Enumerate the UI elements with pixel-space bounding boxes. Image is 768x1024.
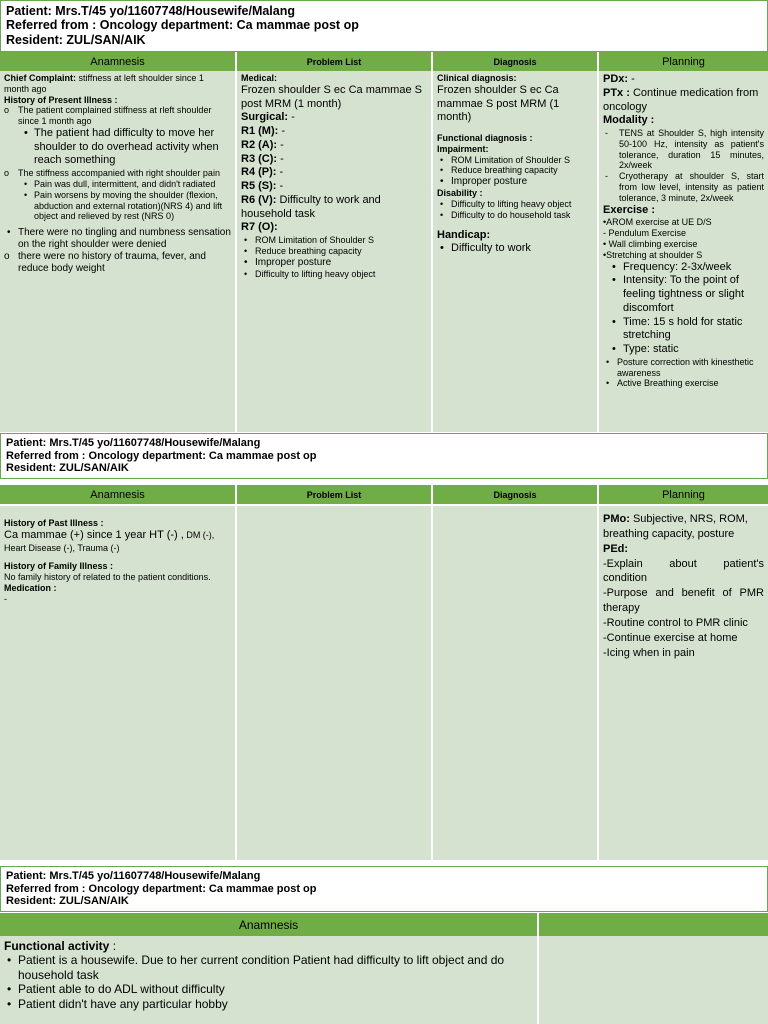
patient-line: Patient: Mrs.T/45 yo/11607748/Housewife/Malang bbox=[6, 4, 296, 18]
list-item: • Frequency: 2-3x/week bbox=[609, 261, 764, 275]
referral-line: Referred from : Oncology department: Ca mammae post op bbox=[6, 18, 359, 33]
patient-line: Patient: Mrs.T/45 yo/11607748/Housewife/Malang bbox=[6, 870, 261, 882]
soap-table-3 bbox=[0, 913, 768, 1024]
list-item: o The stiffness accompanied with right shoulder pain bbox=[4, 168, 231, 179]
list-item: • Active Breathing exercise bbox=[603, 378, 764, 389]
list-item: • Wall climbing exercise bbox=[603, 238, 698, 249]
list-item: • Patient able to do ADL without difficulty bbox=[4, 982, 533, 996]
list-item: • Time: 15 s hold for static stretching bbox=[609, 316, 764, 344]
empty-cell bbox=[539, 936, 768, 1024]
resident-line: Resident: ZUL/SAN/AIK bbox=[6, 895, 129, 908]
list-item: - Pendulum Exercise bbox=[603, 228, 687, 239]
soap-table-1 bbox=[0, 52, 768, 432]
problem-list-cell: Medical: Frozen shoulder S ec Ca mammae S post MRM (1 month) Surgical: - R1 (M): - R2 (A): - R3 (C): - R4 (P): - R5 (S): - R6 (V): Difficulty to work and household task R7 (O): • ROM Limitation of Shoulder S • Reduce breathing capacity • Improper posture • Difficulty to lifting heavy object bbox=[237, 71, 433, 432]
resident-line: Resident: ZUL/SAN/AIK bbox=[6, 462, 129, 475]
list-item: • Reduce breathing capacity bbox=[437, 165, 593, 176]
resident-line: Resident: ZUL/SAN/AIK bbox=[6, 32, 146, 47]
list-item: • Intensity: To the point of feeling tightness or slight discomfort bbox=[609, 274, 764, 315]
header-problem-list: Problem List bbox=[237, 485, 433, 504]
header-empty bbox=[539, 913, 768, 936]
list-item: -Routine control to PMR clinic bbox=[603, 616, 748, 629]
list-item: • Improper posture bbox=[241, 257, 427, 269]
header-problem-list: Problem List bbox=[237, 52, 433, 71]
list-item: • ROM Limitation of Shoulder S bbox=[241, 235, 427, 246]
list-item: •AROM exercise at UE D/S bbox=[603, 217, 712, 228]
patient-info-box bbox=[0, 433, 768, 479]
diagnosis-cell: Clinical diagnosis: Frozen shoulder S ec Ca mammae S post MRM (1 month) Functional diagnosis : Impairment: • ROM Limitation of Shoulder S • Reduce breathing capacity • Improper posture Disability : • Difficulty to lifting heavy object • Difficulty to do household task Handicap: • Difficulty to work bbox=[433, 71, 599, 432]
list-item: • Type: static bbox=[609, 343, 764, 357]
list-item: • Patient is a housewife. Due to her current condition Patient had difficulty to lift object and do household task bbox=[4, 953, 533, 982]
problem-list-cell bbox=[237, 506, 433, 860]
header-planning: Planning bbox=[599, 485, 768, 504]
list-item: • Difficulty to lifting heavy object bbox=[241, 269, 427, 280]
header-diagnosis: Diagnosis bbox=[433, 485, 599, 504]
list-item: -Purpose and benefit of PMR therapy bbox=[603, 587, 764, 615]
header-planning: Planning bbox=[599, 52, 768, 71]
list-item: • There were no tingling and numbness sensation on the right shoulder were denied bbox=[4, 227, 231, 251]
soap-table-2 bbox=[0, 485, 768, 860]
list-item: • Difficulty to lifting heavy object bbox=[437, 199, 593, 210]
list-item: -Icing when in pain bbox=[603, 646, 695, 659]
referral-line: Referred from : Oncology department: Ca mammae post op bbox=[6, 882, 317, 895]
list-item: • Difficulty to do household task bbox=[437, 210, 593, 221]
diagnosis-cell bbox=[433, 506, 599, 860]
list-item: • Patient didn't have any particular hobby bbox=[4, 997, 533, 1011]
list-item: - TENS at Shoulder S, high intensity 50-100 Hz, intensity as patient's tolerance, duration 15 minutes, 2x/week bbox=[603, 128, 764, 171]
patient-line: Patient: Mrs.T/45 yo/11607748/Housewife/Malang bbox=[6, 437, 261, 449]
list-item: • ROM Limitation of Shoulder S bbox=[437, 155, 593, 166]
header-anamnesis: Anamnesis bbox=[0, 485, 237, 504]
header-anamnesis: Anamnesis bbox=[0, 913, 539, 936]
patient-info-box bbox=[0, 0, 768, 52]
list-item: - Cryotherapy at shoulder S, start from low level, intensity as patient tolerance, 3 minute, 2x/week bbox=[603, 171, 764, 203]
anamnesis-cell: Functional activity : • Patient is a housewife. Due to her current condition Patient had difficulty to lift object and do household task • Patient able to do ADL without difficulty • Patient didn't have any particular hobby bbox=[0, 936, 539, 1024]
header-diagnosis: Diagnosis bbox=[433, 52, 599, 71]
list-item: • Pain was dull, intermittent, and didn't radiated bbox=[4, 179, 231, 190]
list-item: • Reduce breathing capacity bbox=[241, 246, 427, 257]
list-item: •Stretching at shoulder S bbox=[603, 249, 703, 260]
anamnesis-cell: Chief Complaint: stiffness at left shoulder since 1 month ago History of Present Illness : o The patient complained stiffness at rleft shoulder since 1 month ago • The patient had difficulty to move her shoulder to do overhead activity when reach something o The stiffness accompanied with right shoulder pain • Pain was dull, intermittent, and didn't radiated • Pain worsens by moving the shoulder (flexion, abduction and external rotation)(NRS 4) and lift object and relieved by rest (NRS 0) • There were no tingling and numbness sensation on the right shoulder were denied o there were no history of trauma, fever, and reduce body weight bbox=[0, 71, 237, 432]
list-item: o The patient complained stiffness at rleft shoulder since 1 month ago bbox=[4, 105, 231, 127]
planning-cell: PDx: - PTx : Continue medication from oncology Modality : - TENS at Shoulder S, high intensity 50-100 Hz, intensity as patient's tolerance, duration 15 minutes, 2x/week - Cryotherapy at shoulder S, start from low level, intensity as patient tolerance, 3 minute, 2x/week Exercise : •AROM exercise at UE D/S - Pendulum Exercise • Wall climbing exercise •Stretching at shoulder S • Frequency: 2-3x/week • Intensity: To the point of feeling tightness or slight discomfort • Time: 15 s hold for static stretching • Type: static • Posture correction with kinesthetic awareness • Active Breathing exercise bbox=[599, 71, 768, 432]
list-item: o there were no history of trauma, fever, and reduce body weight bbox=[4, 251, 231, 275]
list-item: • The patient had difficulty to move her shoulder to do overhead activity when reach something bbox=[4, 127, 231, 168]
list-item: -Continue exercise at home bbox=[603, 631, 738, 644]
patient-info-box bbox=[0, 866, 768, 912]
referral-line: Referred from : Oncology department: Ca mammae post op bbox=[6, 449, 317, 462]
list-item: -Explain about patient's condition bbox=[603, 557, 764, 585]
list-item: • Improper posture bbox=[437, 176, 593, 188]
list-item: • Difficulty to work bbox=[437, 242, 593, 256]
header-anamnesis: Anamnesis bbox=[0, 52, 237, 71]
anamnesis-cell: History of Past Illness : Ca mammae (+) since 1 year HT (-) , DM (-), Heart Disease (-), Trauma (-) History of Family Illness : No family history of related to the patient conditions. Medication : - bbox=[0, 506, 237, 860]
list-item: • Pain worsens by moving the shoulder (flexion, abduction and external rotation)(NRS 4) and lift object and relieved by rest (NRS 0) bbox=[4, 190, 231, 222]
list-item: • Posture correction with kinesthetic awareness bbox=[603, 357, 764, 379]
planning-cell: PMo: Subjective, NRS, ROM, breathing capacity, posture PEd: -Explain about patient's condition -Purpose and benefit of PMR therapy -Routine control to PMR clinic -Continue exercise at home -Icing when in pain bbox=[599, 506, 768, 860]
